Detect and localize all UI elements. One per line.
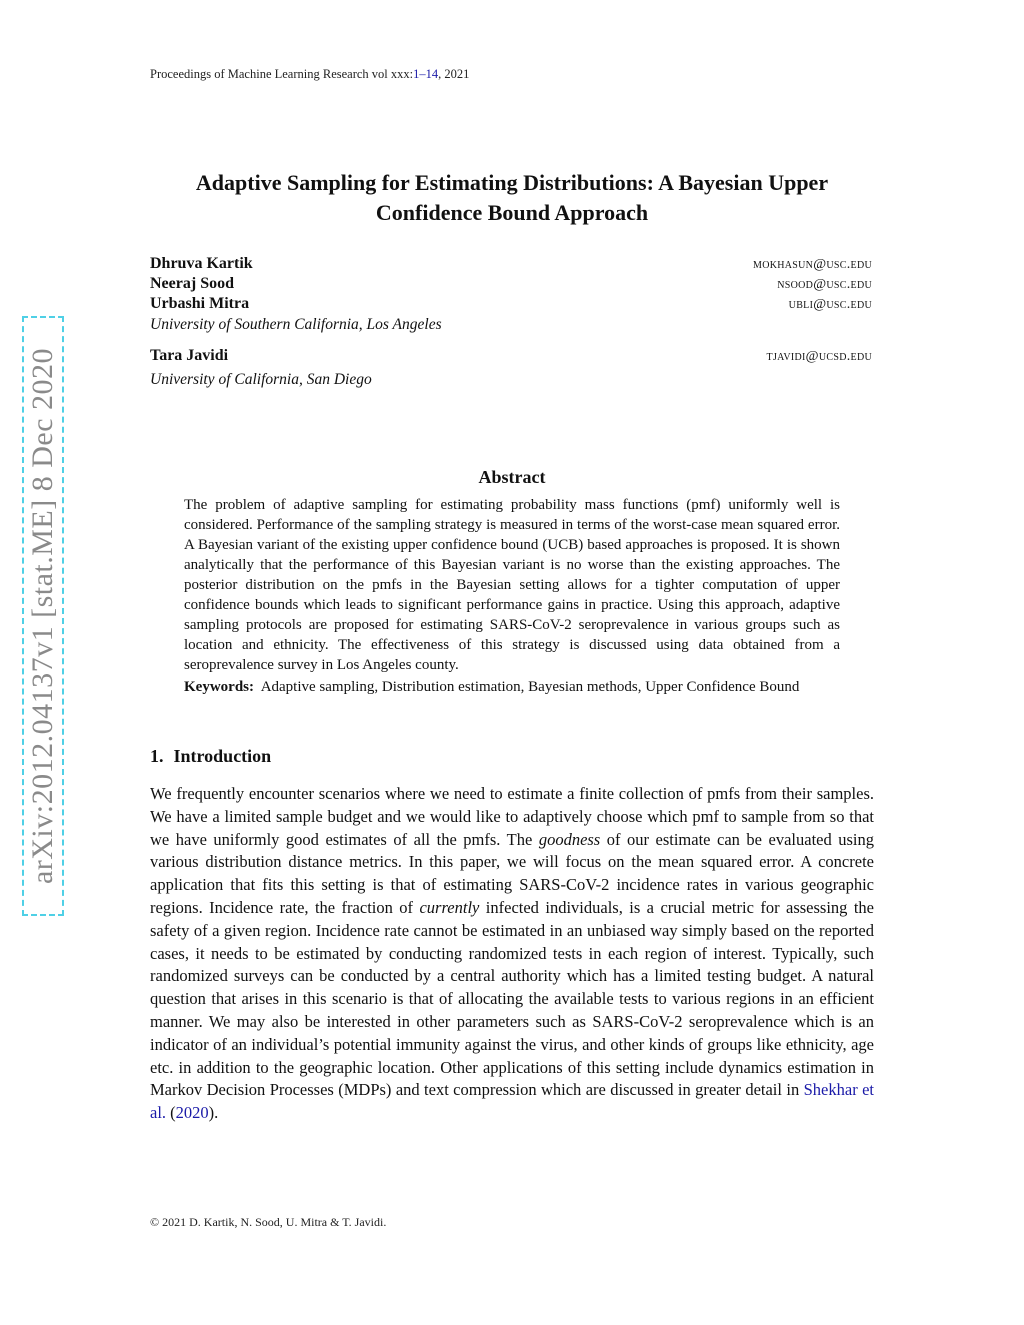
keywords [184, 677, 840, 697]
author-row [150, 255, 872, 273]
running-head-prefix: Proceedings of Machine Learning Research vol xxx: [150, 67, 414, 81]
citation-authors-link[interactable]: Shekhar et al. [150, 1080, 875, 1123]
section-number: 1. [150, 746, 164, 766]
intro-text-2: of our estimate can be evaluated using various distribution distance metrics. In this paper, we will focus on the mean squared error. A concrete application that fits this setting is that of estimating SARS-CoV-2 incidence rates in various geographic regions. Incidence rate, the fraction of [150, 829, 874, 917]
author-row [150, 275, 872, 293]
running-head-suffix: , 2021 [438, 67, 470, 81]
section-heading [150, 746, 271, 767]
abstract-heading: Abstract [478, 467, 546, 487]
keywords-list: Adaptive sampling, Distribution estimation, Bayesian methods, Upper Confidence Bound [260, 679, 800, 695]
author-name: Neeraj Sood [150, 275, 234, 292]
intro-text-close: ). [208, 1103, 219, 1123]
author-email[interactable]: tjavidi@ucsd.edu [766, 349, 872, 364]
author-email[interactable]: ubli@usc.edu [788, 297, 872, 312]
author-name: Urbashi Mitra [150, 295, 250, 312]
author-name: Tara Javidi [150, 347, 229, 364]
emphasis-goodness: goodness [538, 829, 601, 849]
arxiv-stamp [22, 316, 64, 916]
paper-title: Adaptive Sampling for Estimating Distributions: A Bayesian Upper Confidence Bound Approach [195, 170, 829, 225]
emphasis-currently: currently [419, 897, 480, 917]
author-name: Dhruva Kartik [150, 255, 253, 272]
affiliation: University of California, San Diego [150, 371, 372, 388]
intro-text-1: We frequently encounter scenarios where we need to estimate a finite collection of pmfs from their samples. We have a limited sample budget and we would like to adaptively choose which pmf to sample from so that we have uniformly good estimates of all the pmfs. The [150, 784, 874, 849]
page-range-link[interactable]: 1–14 [413, 67, 439, 81]
author-email[interactable]: mokhasun@usc.edu [753, 257, 872, 272]
intro-text-3: infected individuals, is a crucial metric for assessing the safety of a given region. Incidence rate cannot be estimated in an unbiased way simply based on the reported cases, it needs to be estimated by conducting randomized tests in each region of interest. Typically, such randomized surveys can be conducted by a central authority which has a limited testing budget. A natural question that arises in this scenario is that of allocating the available tests to various regions in an efficient manner. We may also be interested in other parameters such as SARS-CoV-2 seroprevalence which is an indicator of an individual’s potential immunity against the virus, and other kinds of groups like ethnicity, age etc. in addition to the geographic location. Other applications of this setting include dynamics estimation in Markov Decision Processes (MDPs) and text compression which are discussed in greater detail in [150, 897, 875, 1100]
author-row [150, 295, 872, 313]
keywords-label: Keywords: [184, 679, 254, 695]
author-email[interactable]: nsood@usc.edu [777, 277, 872, 292]
section-title: Introduction [173, 746, 272, 766]
citation-year-link[interactable]: 2020 [175, 1103, 209, 1123]
intro-paragraph: We frequently encounter scenarios where we need to estimate a finite collection of pmfs from their samples. We have a limited sample budget and we would like to adaptively choose which pmf to sample from so that we have uniformly good estimates of all the pmfs. The goodness of our estimate can be evaluated using various distribution distance metrics. In this paper, we will focus on the mean squared error. A concrete application that fits this setting is that of estimating SARS-CoV-2 incidence rates in various geographic regions. Incidence rate, the fraction of currently infected individuals, is a crucial metric for assessing the safety of a given region. Incidence rate cannot be estimated in an unbiased way simply based on the reported cases, it needs to be estimated by conducting randomized tests in each region of interest. Typically, such randomized surveys can be conducted by a central authority which has a limited testing budget. A natural question that arises in this scenario is that of allocating the available tests to various regions in an efficient manner. We may also be interested in other parameters such as SARS-CoV-2 seroprevalence which is an indicator of an individual’s potential immunity against the virus, and other kinds of groups like ethnicity, age etc. in addition to the geographic location. Other applications of this setting include dynamics estimation in Markov Decision Processes (MDPs) and text compression which are discussed in greater detail in Shekhar et al. (2020). [150, 784, 875, 1123]
running-head [150, 67, 469, 82]
copyright-notice: © 2021 D. Kartik, N. Sood, U. Mitra & T. Javidi. [150, 1215, 387, 1229]
abstract-text: The problem of adaptive sampling for estimating probability mass functions (pmf) uniformly well is considered. Performance of the sampling strategy is measured in terms of the worst-case mean squared error. A Bayesian variant of the existing upper confidence bound (UCB) based approaches is proposed. It is shown analytically that the performance of this Bayesian variant is no worse than the existing approaches. The posterior distribution on the pmfs in the Bayesian setting allows for a tighter computation of upper confidence bounds which leads to significant performance gains in practice. Using this approach, adaptive sampling protocols are proposed for estimating SARS-CoV-2 seroprevalence in various groups such as location and ethnicity. The effectiveness of this strategy is discussed using data obtained from a seroprevalence survey in Los Angeles county. [184, 497, 840, 673]
affiliation: University of Southern California, Los Angeles [150, 316, 442, 333]
author-row [150, 347, 872, 365]
arxiv-id: arXiv:2012.04137v1 [stat.ME] 8 Dec 2020 [26, 347, 60, 885]
